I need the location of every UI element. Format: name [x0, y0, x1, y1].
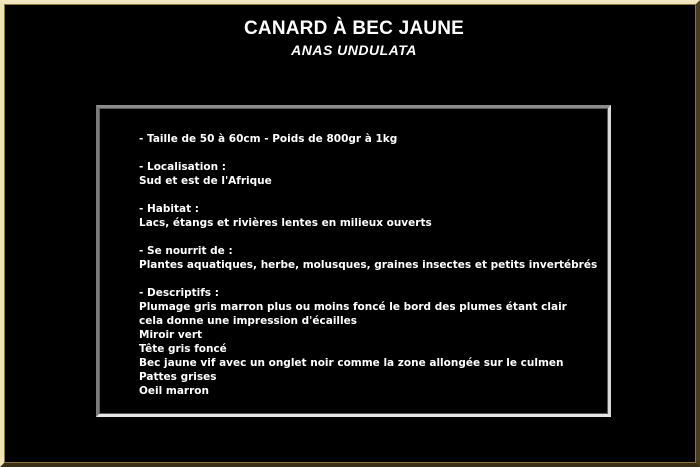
diet-value: Plantes aquatiques, herbe, molusques, graines insectes et petits invertébrés: [139, 259, 598, 271]
habitat-label: - Habitat :: [139, 203, 199, 215]
scientific-name: ANAS UNDULATA: [291, 42, 417, 58]
description-line: Pattes grises: [139, 371, 217, 383]
description-line: cela donne une impression d'écailles: [139, 315, 357, 327]
info-text: [139, 132, 599, 398]
description-line: Oeil marron: [139, 385, 209, 397]
description-label: - Descriptifs :: [139, 287, 219, 299]
description-line: Bec jaune vif avec un onglet noir comme la zone allongée sur le culmen: [139, 357, 564, 369]
description-line: Tête gris foncé: [139, 343, 227, 355]
page-title: CANARD À BEC JAUNE: [243, 18, 464, 39]
localisation-label: - Localisation :: [139, 161, 226, 173]
description-line: Plumage gris marron plus ou moins foncé le bord des plumes étant clair: [139, 301, 567, 313]
info-panel: [96, 105, 611, 417]
size-weight-line: - Taille de 50 à 60cm - Poids de 800gr à 1kg: [139, 133, 398, 145]
habitat-value: Lacs, étangs et rivières lentes en milieux ouverts: [139, 217, 432, 229]
diet-label: - Se nourrit de :: [139, 245, 233, 257]
localisation-value: Sud et est de l'Afrique: [139, 175, 272, 187]
description-line: Miroir vert: [139, 329, 203, 341]
